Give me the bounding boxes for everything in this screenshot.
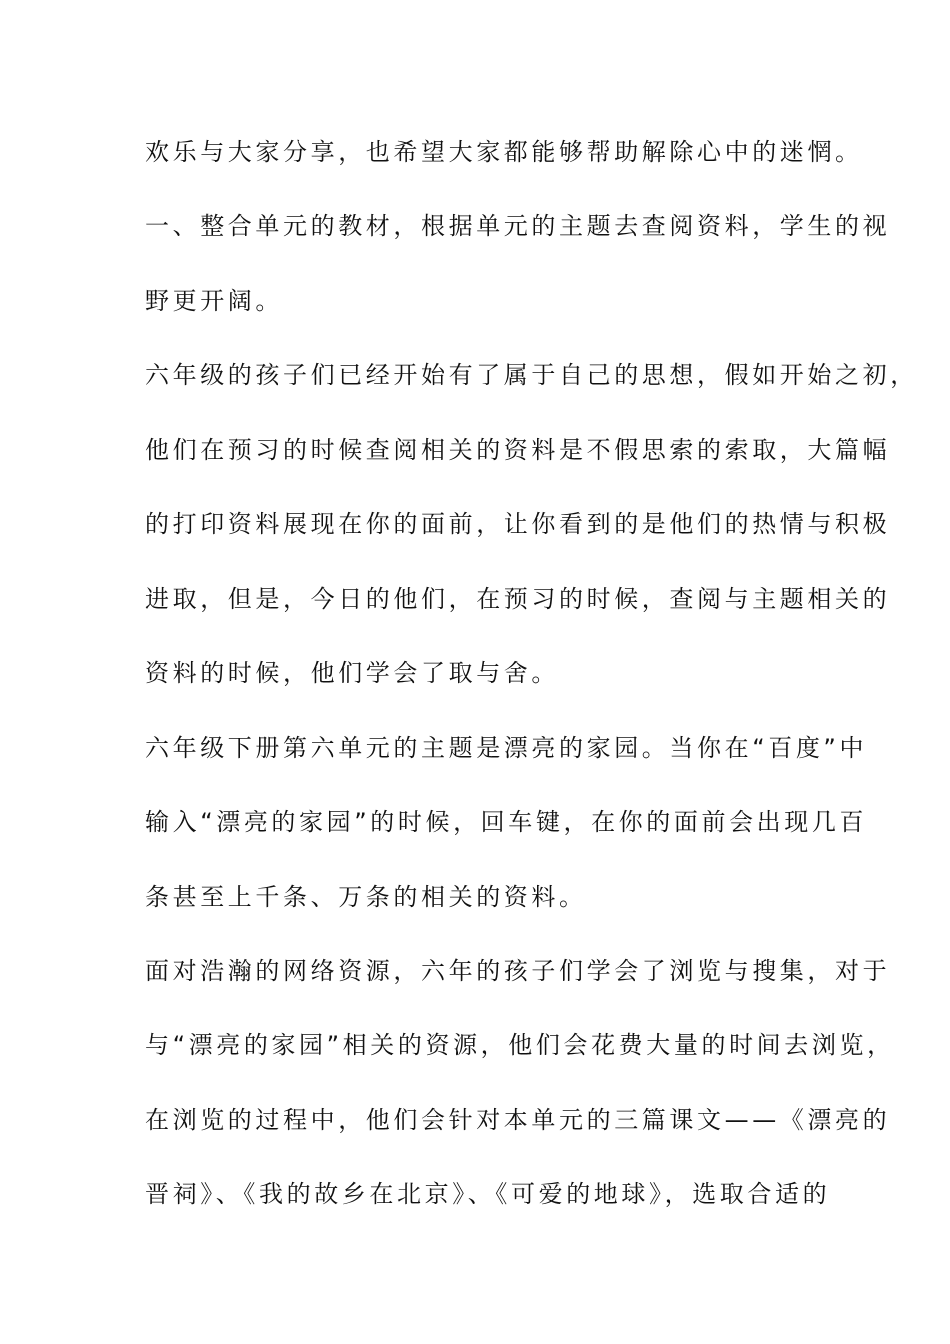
text-line: 条甚至上千条、万条的相关的资料。	[145, 883, 587, 911]
text-line: 六年级下册第六单元的主题是漂亮的家园。当你在“百度”中	[145, 734, 868, 762]
text-line: 输入“漂亮的家园”的时候，回车键，在你的面前会出现几百	[145, 808, 868, 836]
text-line: 欢乐与大家分享，也希望大家都能够帮助解除心中的迷惘。	[145, 138, 863, 166]
text-line: 进取，但是，今日的他们，在预习的时候，查阅与主题相关的	[145, 585, 891, 613]
text-line: 六年级的孩子们已经开始有了属于自己的思想，假如开始之初，	[145, 361, 918, 389]
text-line: 在浏览的过程中，他们会针对本单元的三篇课文——《漂亮的	[145, 1106, 891, 1134]
text-line: 一、整合单元的教材，根据单元的主题去查阅资料，学生的视	[145, 212, 891, 240]
text-line: 晋祠》、《我的故乡在北京》、《可爱的地球》，选取合适的	[145, 1180, 831, 1208]
text-line: 资料的时候，他们学会了取与舍。	[145, 659, 559, 687]
text-line: 野更开阔。	[145, 287, 283, 315]
text-line: 面对浩瀚的网络资源，六年的孩子们学会了浏览与搜集，对于	[145, 957, 891, 985]
text-line: 与“漂亮的家园”相关的资源，他们会花费大量的时间去浏览，	[145, 1031, 895, 1059]
text-line: 他们在预习的时候查阅相关的资料是不假思索的索取，大篇幅	[145, 436, 891, 464]
text-line: 的打印资料展现在你的面前，让你看到的是他们的热情与积极	[145, 510, 891, 538]
